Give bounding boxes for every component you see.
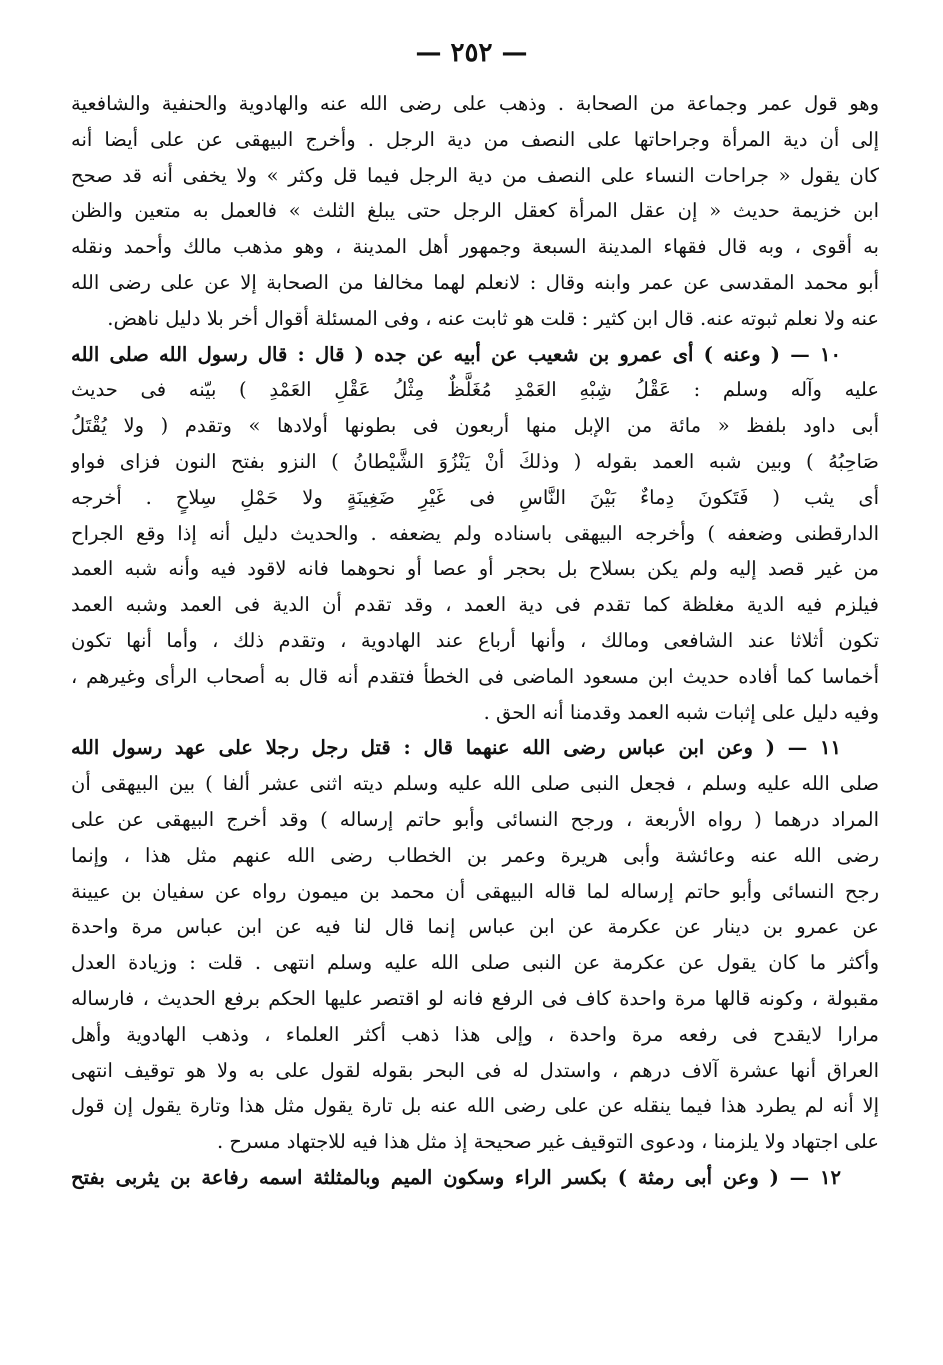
text-line: به أقوى ، وبه قال فقهاء المدينة السبعة وجمهور أهل المدينة ، وهو مذهب مالك وأحمد ونقله	[71, 235, 879, 259]
text-line: فيلزم فيه الدية مغلظة كما تقدم فى دية العمد ، وقد تقدم أن الدية فى العمد وشبه العمد	[71, 593, 879, 617]
text-line: على اجتهاد ولا يلزمنا ، ودعوى التوقيف غير صحيحة إذ مثل هذا فيه للاجتهاد مسرح .	[216, 1130, 879, 1154]
text-line: أبو محمد المقدسى عن عمر وابنه وقال : لانعلم لهما مخالفا من الصحابة إلا عن على رضى الله	[71, 270, 879, 294]
text-line: عن عمرو بن دينار عن عكرمة عن ابن عباس إنما قال لنا فيه عن ابن عباس مرة واحدة	[71, 915, 879, 939]
text-line: كان يقول « جراحات النساء على النصف من دية الرجل فيما قل وكثر » ولا يخفى أنه قد صحح	[71, 163, 879, 187]
text-line: إلى أن دية المرأة وجراحاتها على النصف من دية الرجل . وأخرج البيهقى عن على أيضا أنه	[71, 127, 879, 151]
text-line: مقبولة ، وكونه قالها مرة واحدة كاف فى الرفع فانه لو اقتصر عليها الحكم برفع الحديث ، فارساله	[71, 986, 879, 1010]
text-line: عليه وآله وسلم : عَقْلُ شِبْهِ العَمْدِ مُغَلَّظٌ مِثْلُ عَقْلِ العَمْدِ ) بيّنه فى حديث	[71, 378, 879, 402]
hadith-heading-line: ١٠ — ( وعنه ) أى عمرو بن شعيب عن أبيه عن جده ( قال : قال رسول الله صلى الله	[71, 342, 841, 366]
hadith-10	[71, 337, 879, 731]
text-line: صَاحِبُهُ ) وبين شبه العمد بقوله ( وذلكَ أنْ يَنْزُوَ الشَّيْطانُ ) النزو بفتح النون فزاى فواو	[71, 449, 879, 473]
text-line: المراد درهما ( رواه الأربعة ، ورجح النسائى وأبو حاتم إرساله ) وقد أخرج البيهقى عن على	[71, 807, 879, 831]
text-line: عنه ولا نعلم ثبوته عنه. قال ابن كثير : قلت هو ثابت عنه ، وفى المسئلة أقوال أخر بلا دليل ناهض.	[107, 306, 879, 330]
text-line: مرارا لايقدح فى رفعه مرة واحدة ، وإلى هذا ذهب أكثر العلماء ، وذهب الهادوية وأهل	[71, 1022, 879, 1046]
text-line: وهو قول عمر وجماعة من الصحابة . وذهب على رضى الله عنه والهادوية والحنفية والشافعية	[71, 92, 879, 115]
text-line: العراق أنها عشرة آلاف درهم ، واستدل له فى البحر بقوله لقول على به ولا هو توقيف انتهى	[71, 1058, 879, 1082]
text-line: صلى الله عليه وسلم ، فجعل النبى صلى الله عليه وسلم ديته اثنى عشر ألفا ) بين البيهقى أن	[71, 772, 879, 796]
text-line: أخماسا كما أفاده حديث ابن مسعود الماضى فى الخطأ فتقدم أنه قال به أصحاب الرأى وغيرهم ،	[71, 664, 879, 688]
text-line: الدارقطنى وضعفه ) وأخرجه البيهقى باسناده ولم يضعفه . والحديث دليل أنه إذا وقع الجراح	[71, 521, 879, 545]
text-line: وفيه دليل على إثبات شبه العمد وقدمنا أنه الحق .	[483, 700, 879, 724]
hadith-12	[71, 1160, 879, 1196]
text-line: أبى داود بلفظ « مائة من الإبل منها أربعون فى بطونها أولادها » وتقدم ( ولا يُقْتَلُ	[71, 414, 879, 438]
text-line: إلا أنه لم يطرد هذا فيما ينقله عن على رضى الله عنه بل تارة يقول مثل هذا وتارة يقول إن قول	[71, 1094, 879, 1118]
page-number: — ٢٥٢ —	[415, 38, 528, 68]
text-line: وأكثر ما كان يقول عن عكرمة عن النبى صلى الله عليه وسلم انتهى . قلت : وزيادة العدل	[71, 951, 879, 975]
main-text	[71, 86, 879, 1196]
text-line: تكون أثلاثا عند الشافعى ومالك ، وأنها أرباع عند الهادوية ، وتقدم ذلك ، وأما أنها تكون	[71, 628, 879, 652]
paragraph-1	[71, 86, 879, 337]
text-line: أى يثب ( فَتَكونَ دِماءٌ بَيْنَ النَّاسِ فى غَيْرِ ضَغِينَةٍ ولا حَمْلِ سِلاحٍ . أخرجه	[71, 485, 879, 509]
text-line: من غير قصد إليه ولم يكن بسلاح بل بحجر أو عصا أو نحوهما فانه لاقود فيه وأنه شبه العمد	[71, 557, 879, 581]
hadith-heading-line: ١١ — ( وعن ابن عباس رضى الله عنهما قال : قتل رجل رجلا على عهد رسول الله	[71, 736, 841, 760]
text-line: ابن خزيمة حديث « إن عقل المرأة كعقل الرجل حتى يبلغ الثلث » فالعمل به متعين والظن	[71, 199, 879, 223]
hadith-11	[71, 730, 879, 1160]
hadith-heading-line: ١٢ — ( وعن أبى رمثة ) بكسر الراء وسكون الميم وبالمثلثة اسمه رفاعة بن يثربى بفتح	[71, 1165, 841, 1189]
text-line: رضى الله عنه وعائشة وأبى هريرة وعمر بن الخطاب رضى الله عنهم مثل هذا ، وإنما	[71, 843, 879, 867]
text-line: رجح النسائى وأبو حاتم إرساله لما قاله البيهقى أن محمد بن ميمون رواه عن سفيان بن عيينة	[71, 879, 879, 903]
